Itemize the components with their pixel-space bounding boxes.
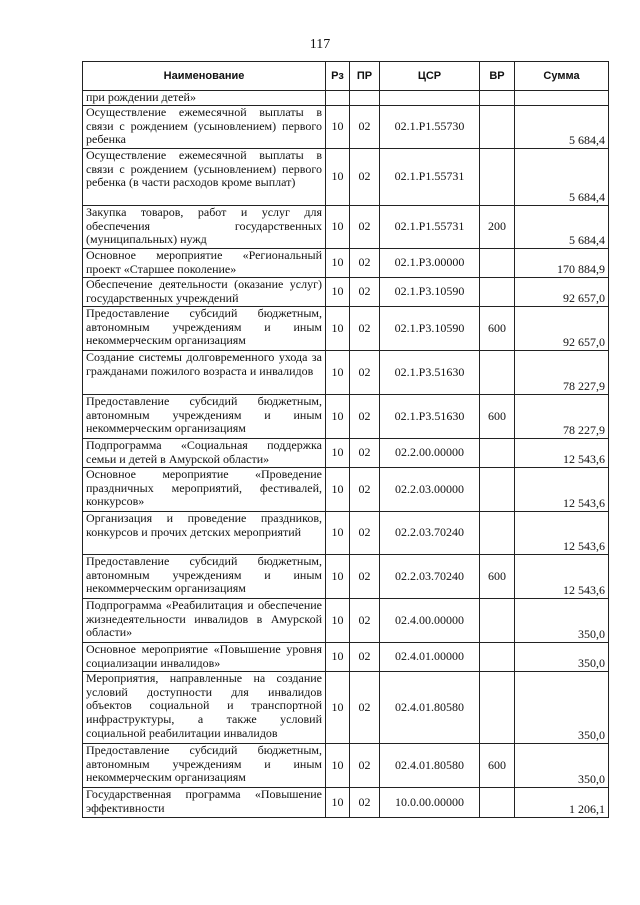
row-sum: 92 657,0 xyxy=(515,306,609,350)
row-name: Подпрограмма «Социальная поддержка семьи и детей в Амурской области» xyxy=(83,438,326,467)
row-csr: 02.2.00.00000 xyxy=(380,438,480,467)
row-rz: 10 xyxy=(326,148,350,205)
table-row xyxy=(83,277,609,306)
row-sum: 350,0 xyxy=(515,671,609,743)
row-sum: 170 884,9 xyxy=(515,248,609,277)
row-pr: 02 xyxy=(350,598,380,642)
row-rz: 10 xyxy=(326,105,350,148)
row-name: при рождении детей» xyxy=(83,91,326,106)
row-vr xyxy=(480,642,515,671)
row-pr: 02 xyxy=(350,105,380,148)
row-csr: 02.1.P1.55731 xyxy=(380,205,480,248)
row-vr xyxy=(480,438,515,467)
row-csr: 02.4.00.00000 xyxy=(380,598,480,642)
row-vr xyxy=(480,91,515,106)
row-sum: 12 543,6 xyxy=(515,467,609,511)
row-rz: 10 xyxy=(326,248,350,277)
row-pr: 02 xyxy=(350,743,380,787)
header-name: Наименование xyxy=(83,62,326,91)
table-header-row xyxy=(83,62,609,91)
row-sum: 5 684,4 xyxy=(515,105,609,148)
row-vr xyxy=(480,467,515,511)
row-rz: 10 xyxy=(326,467,350,511)
table-row xyxy=(83,787,609,817)
row-vr xyxy=(480,248,515,277)
row-vr xyxy=(480,598,515,642)
row-vr: 600 xyxy=(480,306,515,350)
row-pr: 02 xyxy=(350,148,380,205)
row-vr xyxy=(480,511,515,554)
row-pr: 02 xyxy=(350,642,380,671)
row-rz: 10 xyxy=(326,438,350,467)
row-sum: 12 543,6 xyxy=(515,511,609,554)
row-rz: 10 xyxy=(326,743,350,787)
row-pr: 02 xyxy=(350,277,380,306)
row-name: Мероприятия, направленные на создание условий доступности для инвалидов объектов социальной и транспортной инфраструктуры, а также условий социальной реабилитации инвалидов xyxy=(83,671,326,743)
row-name: Организация и проведение праздников, конкурсов и прочих детских мероприятий xyxy=(83,511,326,554)
row-rz: 10 xyxy=(326,511,350,554)
table-row xyxy=(83,350,609,394)
table-row xyxy=(83,306,609,350)
header-rz: Рз xyxy=(326,62,350,91)
row-csr: 02.2.03.00000 xyxy=(380,467,480,511)
row-pr: 02 xyxy=(350,671,380,743)
page-number: 117 xyxy=(309,37,331,52)
row-sum: 78 227,9 xyxy=(515,394,609,438)
header-vr: ВР xyxy=(480,62,515,91)
row-name: Основное мероприятие «Повышение уровня социализации инвалидов» xyxy=(83,642,326,671)
row-name: Закупка товаров, работ и услуг для обеспечения государственных (муниципальных) нужд xyxy=(83,205,326,248)
table-row xyxy=(83,248,609,277)
row-pr xyxy=(350,91,380,106)
row-sum: 12 543,6 xyxy=(515,554,609,598)
row-name: Осуществление ежемесячной выплаты в связи с рождением (усыновлением) первого ребенка (в части расходов кроме выплат) xyxy=(83,148,326,205)
row-sum: 350,0 xyxy=(515,598,609,642)
header-sum: Сумма xyxy=(515,62,609,91)
table-row xyxy=(83,438,609,467)
row-rz xyxy=(326,91,350,106)
row-name: Создание системы долговременного ухода за гражданами пожилого возраста и инвалидов xyxy=(83,350,326,394)
row-sum: 350,0 xyxy=(515,743,609,787)
row-rz: 10 xyxy=(326,554,350,598)
row-pr: 02 xyxy=(350,306,380,350)
row-csr: 02.1.P3.10590 xyxy=(380,277,480,306)
row-name: Предоставление субсидий бюджетным, автономным учреждениям и иным некоммерческим организациям xyxy=(83,554,326,598)
row-rz: 10 xyxy=(326,598,350,642)
row-rz: 10 xyxy=(326,205,350,248)
row-pr: 02 xyxy=(350,511,380,554)
table-row xyxy=(83,743,609,787)
row-csr: 02.1.P1.55730 xyxy=(380,105,480,148)
row-vr xyxy=(480,671,515,743)
row-rz: 10 xyxy=(326,277,350,306)
row-rz: 10 xyxy=(326,394,350,438)
row-pr: 02 xyxy=(350,394,380,438)
row-pr: 02 xyxy=(350,438,380,467)
row-sum xyxy=(515,91,609,106)
row-name: Предоставление субсидий бюджетным, автономным учреждениям и иным некоммерческим организациям xyxy=(83,394,326,438)
row-name: Осуществление ежемесячной выплаты в связи с рождением (усыновлением) первого ребенка xyxy=(83,105,326,148)
row-csr: 02.2.03.70240 xyxy=(380,511,480,554)
row-name: Предоставление субсидий бюджетным, автономным учреждениям и иным некоммерческим организациям xyxy=(83,743,326,787)
row-rz: 10 xyxy=(326,787,350,817)
row-sum: 1 206,1 xyxy=(515,787,609,817)
row-sum: 92 657,0 xyxy=(515,277,609,306)
row-csr: 02.1.P1.55731 xyxy=(380,148,480,205)
row-name: Государственная программа «Повышение эффективности xyxy=(83,787,326,817)
row-vr: 200 xyxy=(480,205,515,248)
row-pr: 02 xyxy=(350,350,380,394)
table-row xyxy=(83,394,609,438)
row-csr: 02.1.P3.10590 xyxy=(380,306,480,350)
row-pr: 02 xyxy=(350,205,380,248)
row-vr xyxy=(480,148,515,205)
table-row xyxy=(83,91,609,106)
table-row xyxy=(83,598,609,642)
row-name: Подпрограмма «Реабилитация и обеспечение жизнедеятельности инвалидов в Амурской области» xyxy=(83,598,326,642)
header-pr: ПР xyxy=(350,62,380,91)
table-row xyxy=(83,671,609,743)
row-rz: 10 xyxy=(326,671,350,743)
row-pr: 02 xyxy=(350,467,380,511)
table-row xyxy=(83,205,609,248)
row-vr xyxy=(480,277,515,306)
row-csr: 02.2.03.70240 xyxy=(380,554,480,598)
row-vr: 600 xyxy=(480,743,515,787)
row-vr: 600 xyxy=(480,554,515,598)
row-csr: 02.1.P3.00000 xyxy=(380,248,480,277)
row-name: Основное мероприятие «Региональный проект «Старшее поколение» xyxy=(83,248,326,277)
row-csr: 02.1.P3.51630 xyxy=(380,350,480,394)
table-row xyxy=(83,554,609,598)
row-sum: 5 684,4 xyxy=(515,205,609,248)
table-row xyxy=(83,467,609,511)
row-pr: 02 xyxy=(350,554,380,598)
header-csr: ЦСР xyxy=(380,62,480,91)
row-csr: 02.4.01.80580 xyxy=(380,671,480,743)
budget-table xyxy=(82,61,609,818)
row-vr: 600 xyxy=(480,394,515,438)
table-body xyxy=(83,91,609,818)
row-vr xyxy=(480,787,515,817)
row-name: Предоставление субсидий бюджетным, автономным учреждениям и иным некоммерческим организациям xyxy=(83,306,326,350)
row-rz: 10 xyxy=(326,350,350,394)
row-name: Основное мероприятие «Проведение праздничных мероприятий, фестивалей, конкурсов» xyxy=(83,467,326,511)
row-csr: 02.4.01.80580 xyxy=(380,743,480,787)
row-pr: 02 xyxy=(350,787,380,817)
table-row xyxy=(83,148,609,205)
row-name: Обеспечение деятельности (оказание услуг) государственных учреждений xyxy=(83,277,326,306)
row-sum: 78 227,9 xyxy=(515,350,609,394)
row-csr: 02.4.01.00000 xyxy=(380,642,480,671)
row-rz: 10 xyxy=(326,306,350,350)
row-pr: 02 xyxy=(350,248,380,277)
row-csr xyxy=(380,91,480,106)
row-csr: 10.0.00.00000 xyxy=(380,787,480,817)
row-rz: 10 xyxy=(326,642,350,671)
row-csr: 02.1.P3.51630 xyxy=(380,394,480,438)
row-sum: 5 684,4 xyxy=(515,148,609,205)
table-row xyxy=(83,642,609,671)
row-vr xyxy=(480,105,515,148)
row-vr xyxy=(480,350,515,394)
row-sum: 350,0 xyxy=(515,642,609,671)
row-sum: 12 543,6 xyxy=(515,438,609,467)
table-row xyxy=(83,105,609,148)
table-row xyxy=(83,511,609,554)
